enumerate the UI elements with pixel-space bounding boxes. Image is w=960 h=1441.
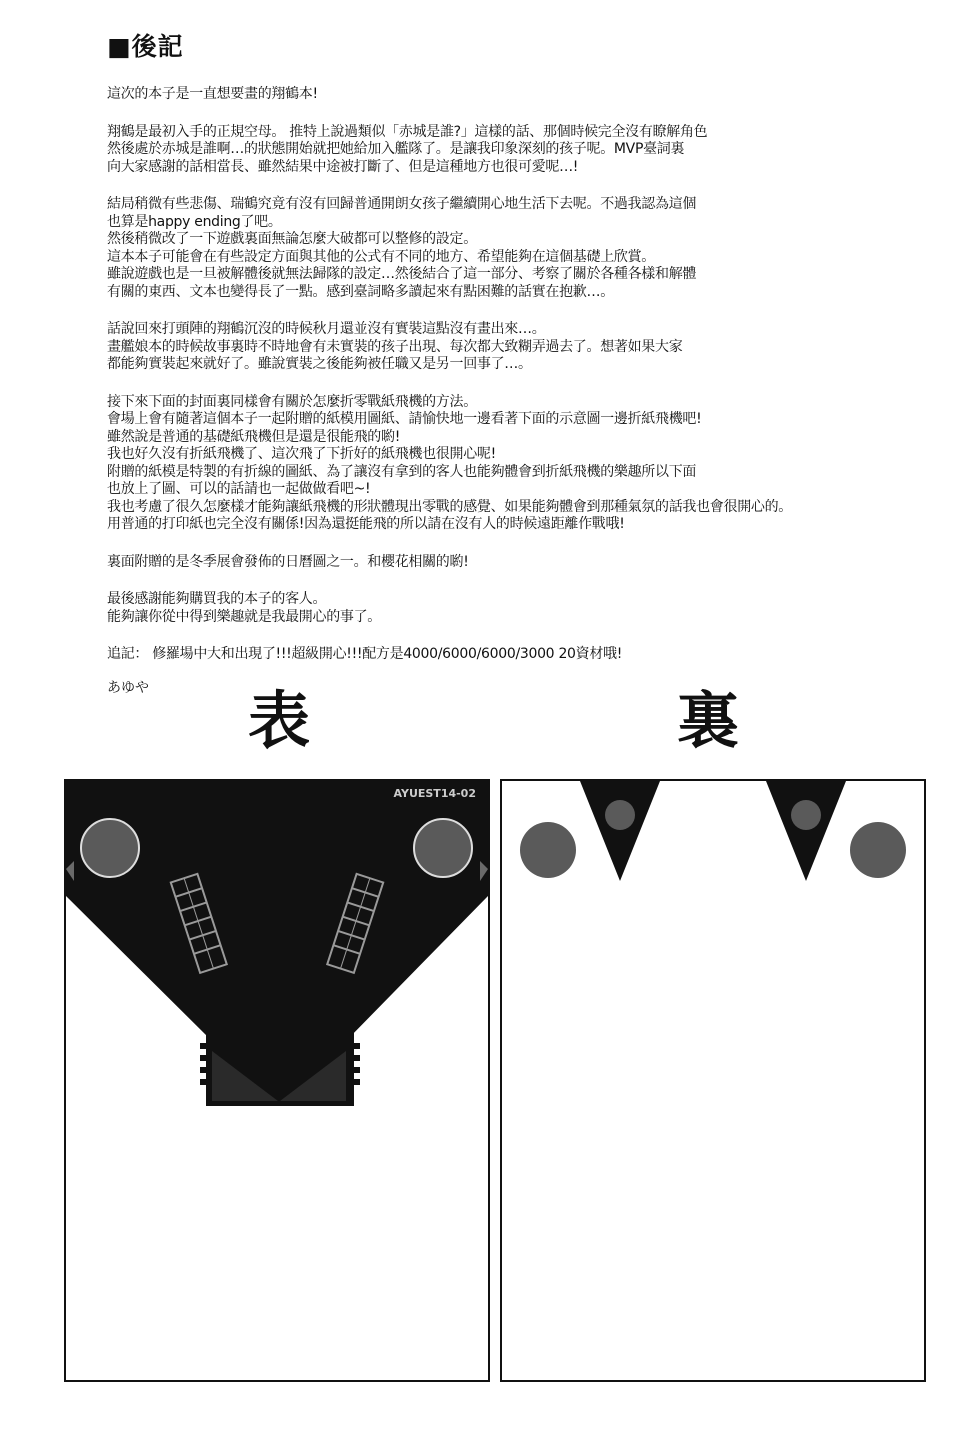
afterword-line: 我也好久沒有折紙飛機了、這次飛了下折好的紙飛機也很開心呢! bbox=[107, 446, 496, 462]
afterword-line: 用普通的打印紙也完全沒有關係!因為還挺能飛的所以請在沒有人的時候遠距離作戰哦! bbox=[107, 516, 625, 532]
afterword-paragraph bbox=[107, 646, 907, 664]
afterword-section bbox=[107, 30, 907, 697]
afterword-paragraph bbox=[107, 124, 907, 177]
afterword-line: 翔鶴是最初入手的正規空母。 推特上說過類似「赤城是誰?」這樣的話、那個時候完全沒有瞭解角色 bbox=[107, 123, 708, 140]
afterword-line: 然後稍微改了一下遊戲裏面無論怎麼大破都可以整修的設定。 bbox=[107, 231, 477, 247]
front-left-roundel bbox=[81, 819, 139, 877]
afterword-paragraph bbox=[107, 321, 907, 374]
afterword-line: 最後感謝能夠購買我的本子的客人。 bbox=[107, 591, 327, 607]
afterword-paragraph bbox=[107, 394, 907, 534]
front-side-label: 表 bbox=[248, 684, 311, 757]
afterword-line: 附贈的紙模是特製的有折線的圖紙、為了讓沒有拿到的客人也能夠體會到折紙飛機的樂趣所以下面 bbox=[107, 463, 697, 480]
back-left-roundel bbox=[520, 822, 576, 878]
afterword-line: 話說回來打頭陣的翔鶴沉沒的時候秋月還並沒有實裝這點沒有畫出來…。 bbox=[107, 321, 546, 337]
afterword-line: 畫艦娘本的時候故事裏時不時地會有未實裝的孩子出現、每次都大致糊弄過去了。想著如果大家 bbox=[107, 338, 683, 355]
afterword-line: 都能夠實裝起來就好了。雖說實裝之後能夠被任職又是另一回事了…。 bbox=[107, 356, 532, 372]
afterword-paragraph bbox=[107, 591, 907, 626]
back-left-triangle-dot bbox=[605, 800, 635, 830]
afterword-line: 我也考慮了很久怎麼樣才能夠讓紙飛機的形狀體現出零戰的感覺、如果能夠體會到那種氣氛的話我也會很開心的。 bbox=[107, 498, 792, 515]
front-fold-art bbox=[66, 781, 488, 1380]
afterword-paragraph bbox=[107, 554, 907, 572]
afterword-line: 能夠讓你從中得到樂趣就是我最開心的事了。 bbox=[107, 608, 381, 625]
back-right-triangle-dot bbox=[791, 800, 821, 830]
author-signature: あゆや bbox=[107, 679, 149, 696]
afterword-line: 會場上會有隨著這個本子一起附贈的紙模用圖紙、請愉快地一邊看著下面的示意圖一邊折紙飛機吧! bbox=[107, 411, 702, 427]
back-fold-diagram bbox=[500, 779, 926, 1382]
front-right-roundel bbox=[414, 819, 472, 877]
back-side-label: 裏 bbox=[677, 684, 740, 757]
afterword-line: 也算是happy ending了吧。 bbox=[107, 213, 282, 230]
afterword-line: 裏面附贈的是冬季展會發佈的日曆圖之一。和櫻花相關的喲! bbox=[107, 553, 469, 570]
afterword-line: 雖說遊戲也是一旦被解體後就無法歸隊的設定…然後結合了這一部分、考察了關於各種各樣和解體 bbox=[107, 266, 697, 282]
afterword-heading: ■後記 bbox=[107, 32, 184, 61]
back-fold-art bbox=[502, 781, 924, 1380]
afterword-line: 也放上了圖、可以的話請也一起做做看吧~! bbox=[107, 481, 371, 497]
afterword-body bbox=[107, 86, 907, 664]
afterword-paragraph bbox=[107, 86, 907, 104]
afterword-line: 向大家感謝的話相當長、雖然結果中途被打斷了、但是這種地方也很可愛呢…! bbox=[107, 158, 579, 175]
back-right-triangle bbox=[766, 781, 846, 881]
afterword-line: 有關的東西、文本也變得長了一點。感到臺詞略多讀起來有點困難的話實在抱歉…。 bbox=[107, 283, 614, 300]
back-left-triangle bbox=[580, 781, 660, 881]
back-right-roundel bbox=[850, 822, 906, 878]
afterword-line: 然後處於赤城是誰啊…的狀態開始就把她給加入艦隊了。是讓我印象深刻的孩子呢。MVP臺詞裏 bbox=[107, 141, 685, 157]
afterword-line: 結局稍微有些悲傷、瑞鶴究竟有沒有回歸普通開朗女孩子繼續開心地生活下去呢。不過我認為這個 bbox=[107, 196, 697, 212]
afterword-line: 追記： 修羅場中大和出現了!!!超級開心!!!配方是4000/6000/6000/3000 20資材哦! bbox=[107, 646, 623, 662]
afterword-paragraph bbox=[107, 196, 907, 301]
front-fold-diagram bbox=[64, 779, 490, 1382]
front-panel-code: AYUEST14-02 bbox=[393, 787, 476, 800]
afterword-line: 這本本子可能會在有些設定方面與其他的公式有不同的地方、希望能夠在這個基礎上欣賞。 bbox=[107, 248, 655, 265]
afterword-line: 雖然說是普通的基礎紙飛機但是還是很能飛的喲! bbox=[107, 428, 401, 445]
afterword-line: 這次的本子是一直想要畫的翔鶴本! bbox=[107, 86, 318, 102]
afterword-line: 接下來下面的封面裏同樣會有關於怎麼折零戰紙飛機的方法。 bbox=[107, 393, 477, 410]
